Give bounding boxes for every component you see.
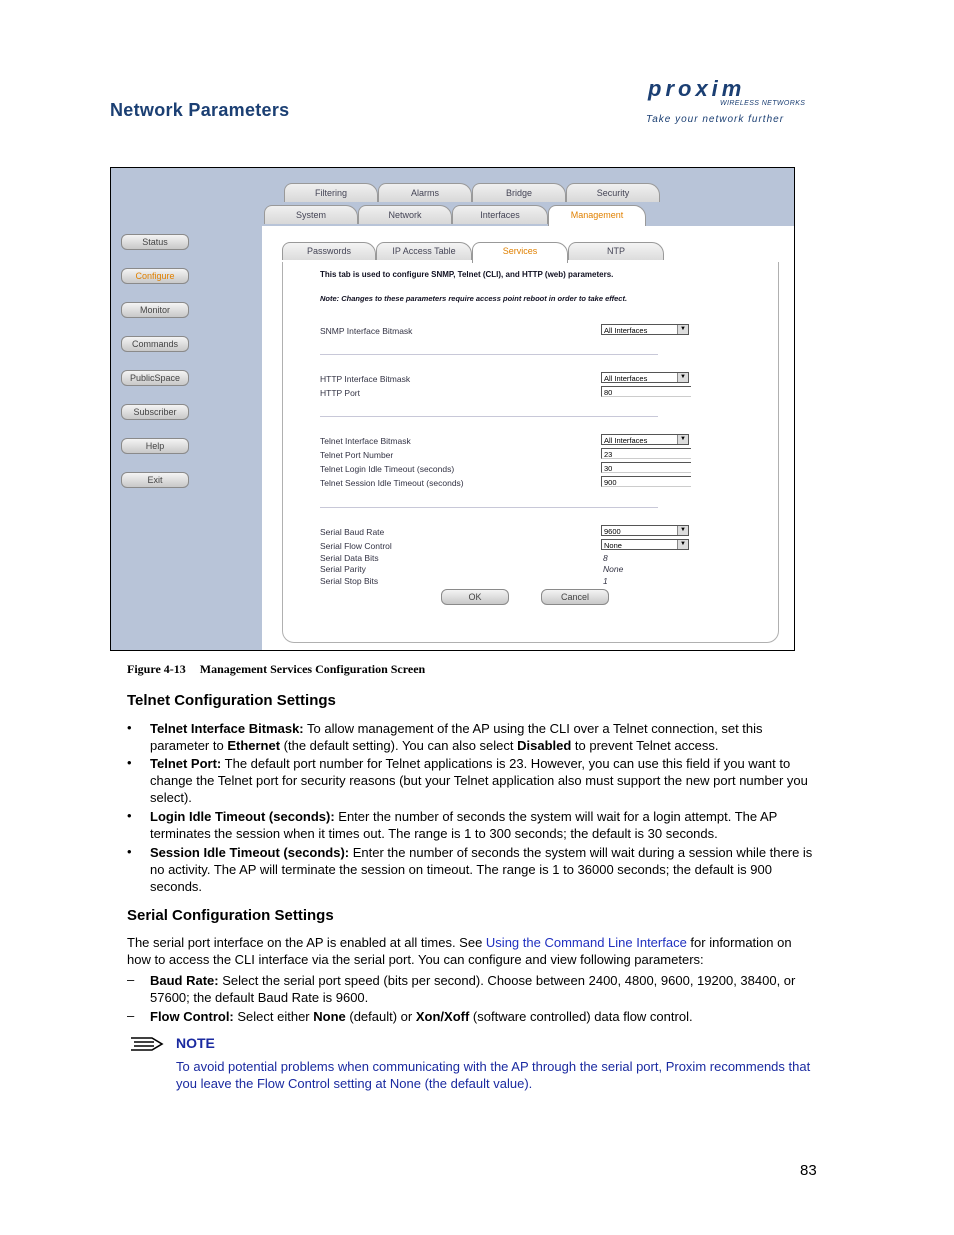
figure-caption bbox=[127, 662, 425, 677]
reboot-note: Note: Changes to these parameters require access point reboot in order to take effect. bbox=[320, 294, 628, 303]
nav-commands-button[interactable]: Commands bbox=[121, 336, 189, 352]
item-text: (default) or bbox=[345, 1009, 416, 1024]
section-title: Network Parameters bbox=[110, 100, 290, 120]
left-nav-panel bbox=[111, 168, 262, 650]
intro-text: The serial port interface on the AP is enabled at all times. See bbox=[127, 935, 486, 950]
stop-bits-label: Serial Stop Bits bbox=[320, 576, 379, 586]
http-bitmask-value: All Interfaces bbox=[604, 374, 648, 383]
bullet-marker: • bbox=[127, 755, 132, 770]
term: Telnet Port: bbox=[150, 756, 222, 771]
emphasis: None bbox=[313, 1009, 346, 1024]
http-bitmask-label: HTTP Interface Bitmask bbox=[320, 374, 411, 384]
flow-control-value: None bbox=[604, 541, 622, 550]
snmp-bitmask-select[interactable] bbox=[601, 324, 689, 335]
emphasis: Disabled bbox=[517, 738, 572, 753]
item-text: Select either bbox=[233, 1009, 314, 1024]
tab-interfaces[interactable]: Interfaces bbox=[452, 205, 548, 224]
tab-system[interactable]: System bbox=[264, 205, 358, 224]
http-port-label: HTTP Port bbox=[320, 388, 360, 398]
intro-text: for information on how to access the CLI interface via the serial port. You can configure and view following parameters: bbox=[127, 935, 792, 967]
management-services-screenshot bbox=[110, 167, 795, 651]
term: Login Idle Timeout (seconds): bbox=[150, 809, 335, 824]
list-item bbox=[150, 972, 820, 1006]
dash-marker: – bbox=[127, 972, 135, 987]
note-arrow-icon bbox=[130, 1035, 164, 1053]
subtab-services[interactable]: Services bbox=[472, 242, 568, 263]
figure-number: Figure 4-13 bbox=[127, 662, 186, 676]
page-number: 83 bbox=[800, 1162, 817, 1179]
chevron-down-icon: ▼ bbox=[677, 526, 688, 535]
telnet-heading: Telnet Configuration Settings bbox=[127, 692, 336, 709]
tab-alarms[interactable]: Alarms bbox=[378, 183, 472, 202]
item-text: Enter the number of seconds the system will wait during a session while there is no activity. The AP will terminate the session on timeout. The range is 1 to 36000 seconds; the default is 900 seconds. bbox=[150, 845, 813, 894]
emphasis: Xon/Xoff bbox=[415, 1009, 470, 1024]
note-text: To avoid potential problems when communicating with the AP through the serial port, Proxim recommends that you leave the Flow Control setting at None (the default value). bbox=[176, 1059, 811, 1091]
bullet-marker: • bbox=[127, 720, 132, 735]
telnet-login-timeout-label: Telnet Login Idle Timeout (seconds) bbox=[320, 464, 455, 474]
divider bbox=[320, 354, 658, 355]
list-item bbox=[150, 720, 820, 754]
snmp-bitmask-value: All Interfaces bbox=[604, 326, 648, 335]
nav-exit-button[interactable]: Exit bbox=[121, 472, 189, 488]
serial-heading: Serial Configuration Settings bbox=[127, 907, 334, 924]
snmp-bitmask-label: SNMP Interface Bitmask bbox=[320, 326, 413, 336]
parity-label: Serial Parity bbox=[320, 564, 366, 574]
subtab-ip-access-table[interactable]: IP Access Table bbox=[376, 242, 472, 260]
term: Session Idle Timeout (seconds): bbox=[150, 845, 350, 860]
figure-title: Management Services Configuration Screen bbox=[199, 662, 426, 676]
nav-configure-button[interactable]: Configure bbox=[121, 268, 189, 284]
data-bits-value: 8 bbox=[603, 553, 608, 563]
item-text: Select the serial port speed (bits per second). Choose between 2400, 4800, 9600, 19200, 38400, or 57600; the default Baud Rate is 9600. bbox=[150, 973, 796, 1005]
nav-publicspace-button[interactable]: PublicSpace bbox=[121, 370, 189, 386]
telnet-bitmask-value: All Interfaces bbox=[604, 436, 648, 445]
nav-subscriber-button[interactable]: Subscriber bbox=[121, 404, 189, 420]
telnet-session-timeout-label: Telnet Session Idle Timeout (seconds) bbox=[320, 478, 464, 488]
chevron-down-icon: ▼ bbox=[677, 540, 688, 549]
subtab-passwords[interactable]: Passwords bbox=[282, 242, 376, 260]
divider bbox=[320, 507, 658, 508]
data-bits-label: Serial Data Bits bbox=[320, 553, 379, 563]
ok-button[interactable]: OK bbox=[441, 589, 509, 605]
tab-filtering[interactable]: Filtering bbox=[284, 183, 378, 202]
logo-tagline: Take your network further bbox=[646, 114, 785, 125]
chevron-down-icon: ▼ bbox=[677, 373, 688, 382]
tab-bar-area bbox=[262, 168, 794, 226]
proxim-logo bbox=[640, 70, 820, 130]
item-text: The default port number for Telnet applications is 23. However, you can use this field if you want to change the Telnet port for security reasons (but your Telnet application also must support the new port number you select). bbox=[150, 756, 808, 805]
term: Baud Rate: bbox=[150, 973, 219, 988]
list-item bbox=[150, 755, 820, 806]
http-port-input[interactable]: 80 bbox=[601, 386, 691, 397]
item-text: To allow management of the AP using the CLI over a Telnet connection, set this parameter to bbox=[150, 721, 763, 753]
tab-bridge[interactable]: Bridge bbox=[472, 183, 566, 202]
flow-control-select[interactable] bbox=[601, 539, 689, 550]
cli-link[interactable]: Using the Command Line Interface bbox=[485, 935, 687, 950]
item-text: Enter the number of seconds the system will wait for a login attempt. The AP terminates the session when it times out. The range is 1 to 300 seconds; the default is 30 seconds. bbox=[150, 809, 778, 841]
term: Telnet Interface Bitmask: bbox=[150, 721, 304, 736]
item-text: (software controlled) data flow control. bbox=[469, 1009, 693, 1024]
telnet-bitmask-label: Telnet Interface Bitmask bbox=[320, 436, 411, 446]
logo-wordmark: proxim bbox=[648, 76, 746, 101]
cancel-button[interactable]: Cancel bbox=[541, 589, 609, 605]
services-panel bbox=[262, 226, 794, 650]
serial-intro bbox=[127, 934, 817, 968]
telnet-port-input[interactable]: 23 bbox=[601, 448, 691, 459]
baud-rate-select[interactable] bbox=[601, 525, 689, 536]
chevron-down-icon: ▼ bbox=[677, 325, 688, 334]
http-bitmask-select[interactable] bbox=[601, 372, 689, 383]
dash-marker: – bbox=[127, 1008, 135, 1023]
item-text: to prevent Telnet access. bbox=[571, 738, 719, 753]
list-item bbox=[150, 808, 820, 842]
telnet-port-label: Telnet Port Number bbox=[320, 450, 394, 460]
note-heading: NOTE bbox=[176, 1035, 215, 1051]
intro-text: This tab is used to configure SNMP, Telnet (CLI), and HTTP (web) parameters. bbox=[320, 270, 614, 279]
tab-network[interactable]: Network bbox=[358, 205, 452, 224]
telnet-bitmask-select[interactable] bbox=[601, 434, 689, 445]
term: Flow Control: bbox=[150, 1009, 234, 1024]
bullet-marker: • bbox=[127, 844, 132, 859]
flow-control-label: Serial Flow Control bbox=[320, 541, 392, 551]
baud-rate-value: 9600 bbox=[604, 527, 621, 536]
logo-subtitle: WIRELESS NETWORKS bbox=[720, 100, 806, 107]
telnet-login-timeout-input[interactable]: 30 bbox=[601, 462, 691, 473]
tab-management[interactable]: Management bbox=[548, 205, 646, 227]
stop-bits-value: 1 bbox=[603, 576, 608, 586]
baud-rate-label: Serial Baud Rate bbox=[320, 527, 385, 537]
list-item bbox=[150, 844, 820, 895]
chevron-down-icon: ▼ bbox=[677, 435, 688, 444]
bullet-marker: • bbox=[127, 808, 132, 823]
emphasis: Ethernet bbox=[227, 738, 281, 753]
nav-monitor-button[interactable]: Monitor bbox=[121, 302, 189, 318]
item-text: (the default setting). You can also select bbox=[280, 738, 518, 753]
telnet-session-timeout-input[interactable]: 900 bbox=[601, 476, 691, 487]
divider bbox=[320, 416, 658, 417]
tab-security[interactable]: Security bbox=[566, 183, 660, 202]
list-item bbox=[150, 1008, 820, 1025]
subtab-ntp[interactable]: NTP bbox=[568, 242, 664, 260]
nav-status-button[interactable]: Status bbox=[121, 234, 189, 250]
parity-value: None bbox=[603, 564, 624, 574]
nav-help-button[interactable]: Help bbox=[121, 438, 189, 454]
